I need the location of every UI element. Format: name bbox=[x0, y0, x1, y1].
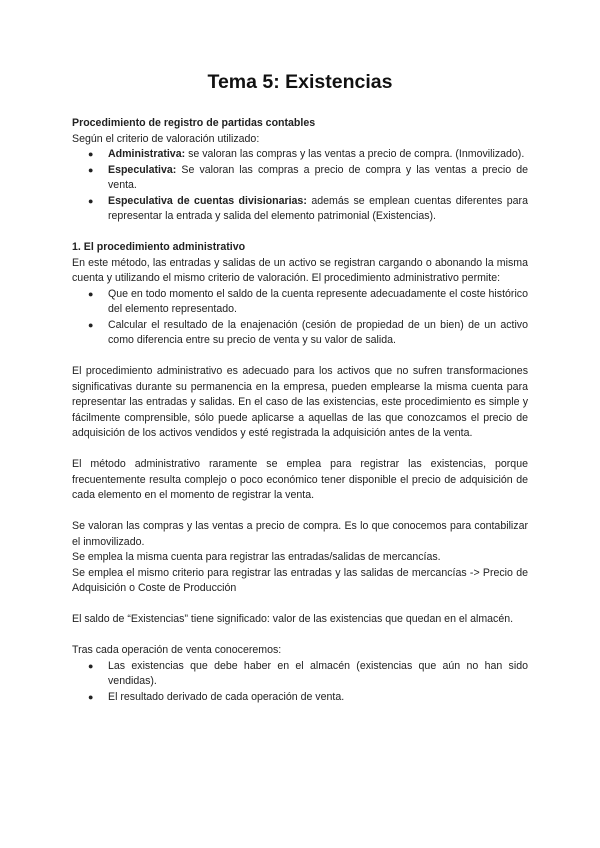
list-item bbox=[72, 163, 528, 194]
paragraph: En este método, las entradas y salidas de un activo se registran cargando o abonando la misma cuenta y utilizando el mismo criterio de valoración. El procedimiento administrativo permite: bbox=[72, 256, 528, 284]
spacer bbox=[72, 349, 528, 365]
document-page bbox=[72, 70, 528, 705]
section-intro: Según el criterio de valoración utilizado: bbox=[72, 132, 260, 145]
spacer bbox=[72, 225, 528, 241]
list-item-text: además se emplean cuentas diferentes para representar la entrada y salida del elemento patrimonial (Existencias). bbox=[108, 194, 528, 222]
paragraph: El método administrativo raramente se emplea para registrar las existencias, porque frecuentemente resulta complejo o poco económico tener disponible el precio de adquisición de cada elemento en el momento de registrar la venta. bbox=[72, 458, 528, 501]
list-item: ● Las existencias que debe haber en el almacén (existencias que aún no han sido vendidas). bbox=[72, 659, 528, 690]
paragraph: Se valoran las compras y las ventas a precio de compra. Es lo que conocemos para contabilizar el inmovilizado. bbox=[72, 520, 528, 548]
list-item bbox=[72, 194, 528, 225]
list-item: ● Calcular el resultado de la enajenación (cesión de propiedad de un bien) de un activo como diferencia entre su precio de venta y su valor de salida. bbox=[72, 318, 528, 349]
list-item-term: Especulativa: bbox=[108, 163, 177, 176]
list-item-text: se valoran las compras y las ventas a precio de compra. (Inmovilizado). bbox=[185, 148, 525, 160]
list-item-term: Especulativa de cuentas divisionarias: bbox=[108, 194, 307, 207]
paragraph: Se emplea el mismo criterio para registrar las entradas y las salidas de mercancías -> Precio de Adquisición o Coste de Producción bbox=[72, 566, 528, 594]
list-item: ● El resultado derivado de cada operación de venta. bbox=[72, 690, 528, 706]
section-heading-administrativo: 1. El procedimiento administrativo bbox=[72, 241, 246, 253]
list-item-term: Administrativa: bbox=[108, 148, 186, 160]
spacer bbox=[72, 504, 528, 520]
paragraph: Tras cada operación de venta conoceremos: bbox=[72, 644, 282, 656]
criteria-list bbox=[72, 147, 528, 225]
spacer bbox=[72, 442, 528, 458]
paragraph: Se emplea la misma cuenta para registrar las entradas/salidas de mercancías. bbox=[72, 551, 441, 563]
paragraph: El procedimiento administrativo es adecuado para los activos que no sufren transformaciones significativas durante su permanencia en la empresa, pueden emplearse la misma cuenta para representar las entradas y salidas. En el caso de las existencias, este procedimiento es simple y fácilmente comprensible, sólo puede aplicarse a aquellas de las que conozcamos el precio de adquisición de los activos vendidos y esté registrada la adquisición antes de la venta. bbox=[72, 365, 528, 439]
section-heading-registro: Procedimiento de registro de partidas contables bbox=[72, 117, 316, 129]
paragraph: El saldo de “Existencias” tiene significado: valor de las existencias que quedan en el almacén. bbox=[72, 613, 514, 625]
spacer bbox=[72, 597, 528, 613]
page-title: Tema 5: Existencias bbox=[207, 71, 393, 93]
list-item-text: Se valoran las compras a precio de compra y las ventas a precio de venta. bbox=[108, 163, 528, 191]
list-item: ● Que en todo momento el saldo de la cuenta represente adecuadamente el coste histórico del elemento representado. bbox=[72, 287, 528, 318]
venta-list bbox=[72, 659, 528, 706]
permite-list bbox=[72, 287, 528, 349]
list-item bbox=[72, 147, 528, 163]
spacer bbox=[72, 628, 528, 644]
